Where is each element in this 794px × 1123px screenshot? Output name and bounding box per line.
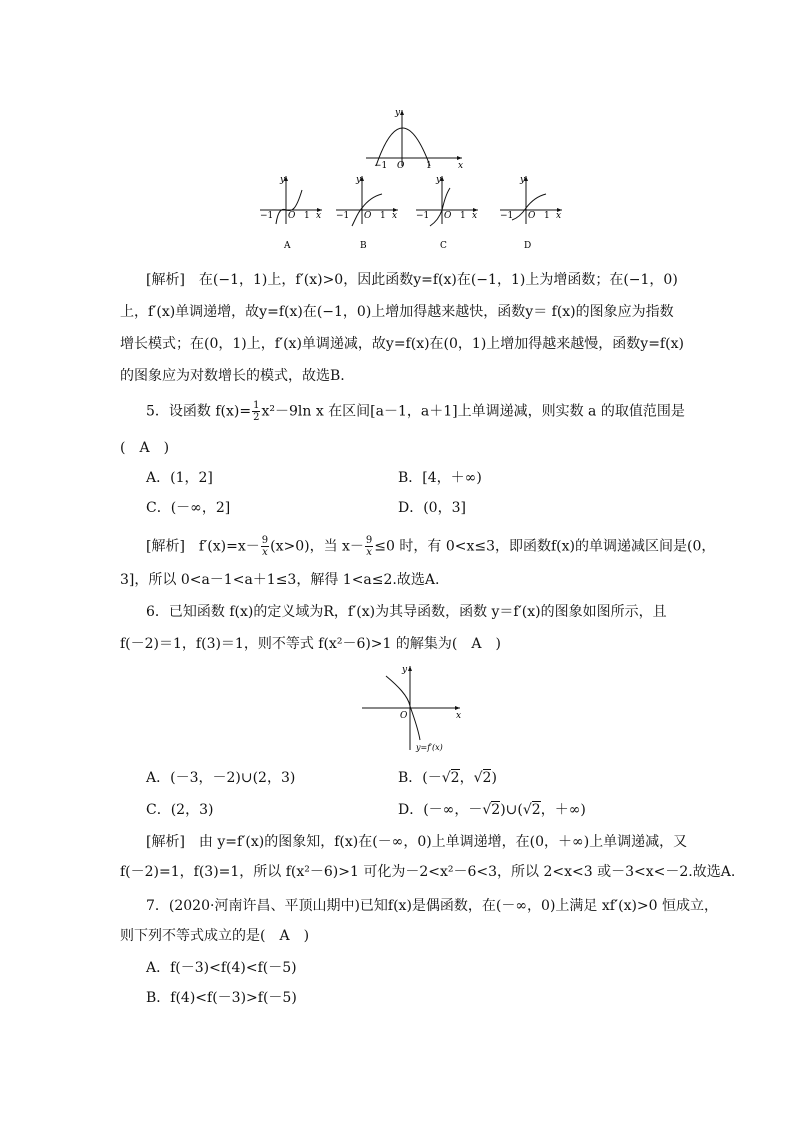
svg-text:y: y [280,175,286,185]
svg-text:x: x [556,211,562,221]
option-graph-c [414,172,484,252]
q5-analysis-line1: [解析] f′(x)=x－ $\frac{9}{x}$ (x>0)，当 x－ $\frac{9}{x}$ ≤0 时，有 0<x≤3，即函数f(x)的单调递减区间是(0， [146,535,716,558]
svg-text:O: O [288,211,296,221]
x-label: x [458,161,464,170]
option-graph-b [334,172,404,252]
svg-text:O: O [528,211,536,221]
svg-text:x: x [392,211,398,221]
svg-text:y: y [520,175,526,185]
svg-text:y: y [436,175,442,185]
q4-analysis-line2: 上，f′(x)单调递增，故y=f(x)在(−1，0)上增加得越来越快，函数y＝ f(x)的图象应为指数 [120,304,674,320]
q6-derivative-graph [358,662,468,754]
tick-1: 1 [426,161,432,170]
svg-text:−1: −1 [336,211,350,221]
q6-option-b: B．(－√2，√2) [398,770,497,786]
option-letter: D [524,241,532,251]
q6-analysis-line1: [解析] 由 y=f′(x)的图象知，f(x)在(－∞，0)上单调递增，在(0，＋∞)上单调递减，又 [146,834,688,850]
q6-stem-line2: f(－2)＝1，f(3)＝1，则不等式 f(x²－6)>1 的解集为( A ) [120,636,501,652]
x-axis-arrow [457,156,462,160]
svg-text:−1: −1 [260,211,274,221]
q4-analysis-line1: [解析] 在(−1，1)上，f′(x)>0，因此函数y=f(x)在(−1，1)上为增函数；在(−1，0) [146,272,678,288]
svg-text:1: 1 [380,211,386,221]
q6-analysis-line2: f(－2)=1，f(3)=1，所以 f(x²－6)>1 可化为－2<x²－6<3，所以 2<x<3 或－3<x<－2.故选A. [120,864,736,880]
svg-text:O: O [444,211,452,221]
svg-text:1: 1 [304,211,310,221]
svg-text:y: y [402,665,408,675]
svg-text:−1: −1 [500,211,514,221]
origin-label: O [397,161,405,170]
q5-analysis-line2: 3]，所以 0<a－1<a＋1≤3，解得 1<a≤2.故选A. [120,572,440,588]
y-label: y [395,108,401,118]
q5-option-d: D．(0，3] [398,500,466,516]
q5-option-c: C．(－∞，2] [146,500,231,516]
svg-text:O: O [364,211,372,221]
svg-text:−1: −1 [416,211,430,221]
svg-text:x: x [316,211,322,221]
q7-option-a: A．f(－3)<f(4)<f(－5) [146,960,297,976]
option-letter: B [360,241,367,251]
q6-stem-line1: 6．已知函数 f(x)的定义域为R，f′(x)为其导函数，函数 y＝f′(x)的图象如图所示，且 [146,604,667,620]
q6-option-d: D．(－∞，－√2)∪(√2，＋∞) [398,802,586,818]
q5-option-a: A．(1，2] [146,470,213,486]
svg-text:O: O [400,711,408,721]
svg-text:x: x [456,711,462,721]
q7-option-b: B．f(4)<f(－3)>f(－5) [146,990,297,1006]
q5-answer: ( A ) [120,440,170,456]
option-letter: A [284,241,291,251]
q4-analysis-line3: 增长模式；在(0，1)上，f′(x)单调递减，故y=f(x)在(0，1)上增加得越来越慢，函数y=f(x) [120,336,684,352]
q5-stem: 5．设函数 f(x)= $\frac{1}{2}$ x²－9ln x 在区间[a－1，a＋1]上单调递减，则实数 a 的取值范围是 [146,400,685,423]
svg-text:1: 1 [460,211,466,221]
option-graph-d [498,172,568,252]
option-letter: C [440,241,447,251]
option-graph-a [258,172,328,252]
q6-option-a: A．(－3，－2)∪(2，3) [146,770,296,786]
q5-option-b: B．[4，＋∞) [398,470,482,486]
y-axis-arrow [400,110,404,115]
q7-stem-line2: 则下列不等式成立的是( A ) [120,928,310,944]
q7-stem-line1: 7．(2020·河南许昌、平顶山期中)已知f(x)是偶函数，在(－∞，0)上满足 xf′(x)>0 恒成立， [146,898,719,914]
svg-text:1: 1 [544,211,550,221]
svg-text:y: y [356,175,362,185]
curve-label: y=f′(x) [416,743,443,752]
tick-neg1: −1 [374,161,388,170]
top-derivative-graph [362,104,472,170]
q6-option-c: C．(2，3) [146,802,214,818]
fraction-one-half: $\frac{1}{2}$ [253,400,260,423]
svg-text:x: x [472,211,478,221]
q4-analysis-line4: 的图象应为对数增长的模式，故选B. [120,368,345,384]
